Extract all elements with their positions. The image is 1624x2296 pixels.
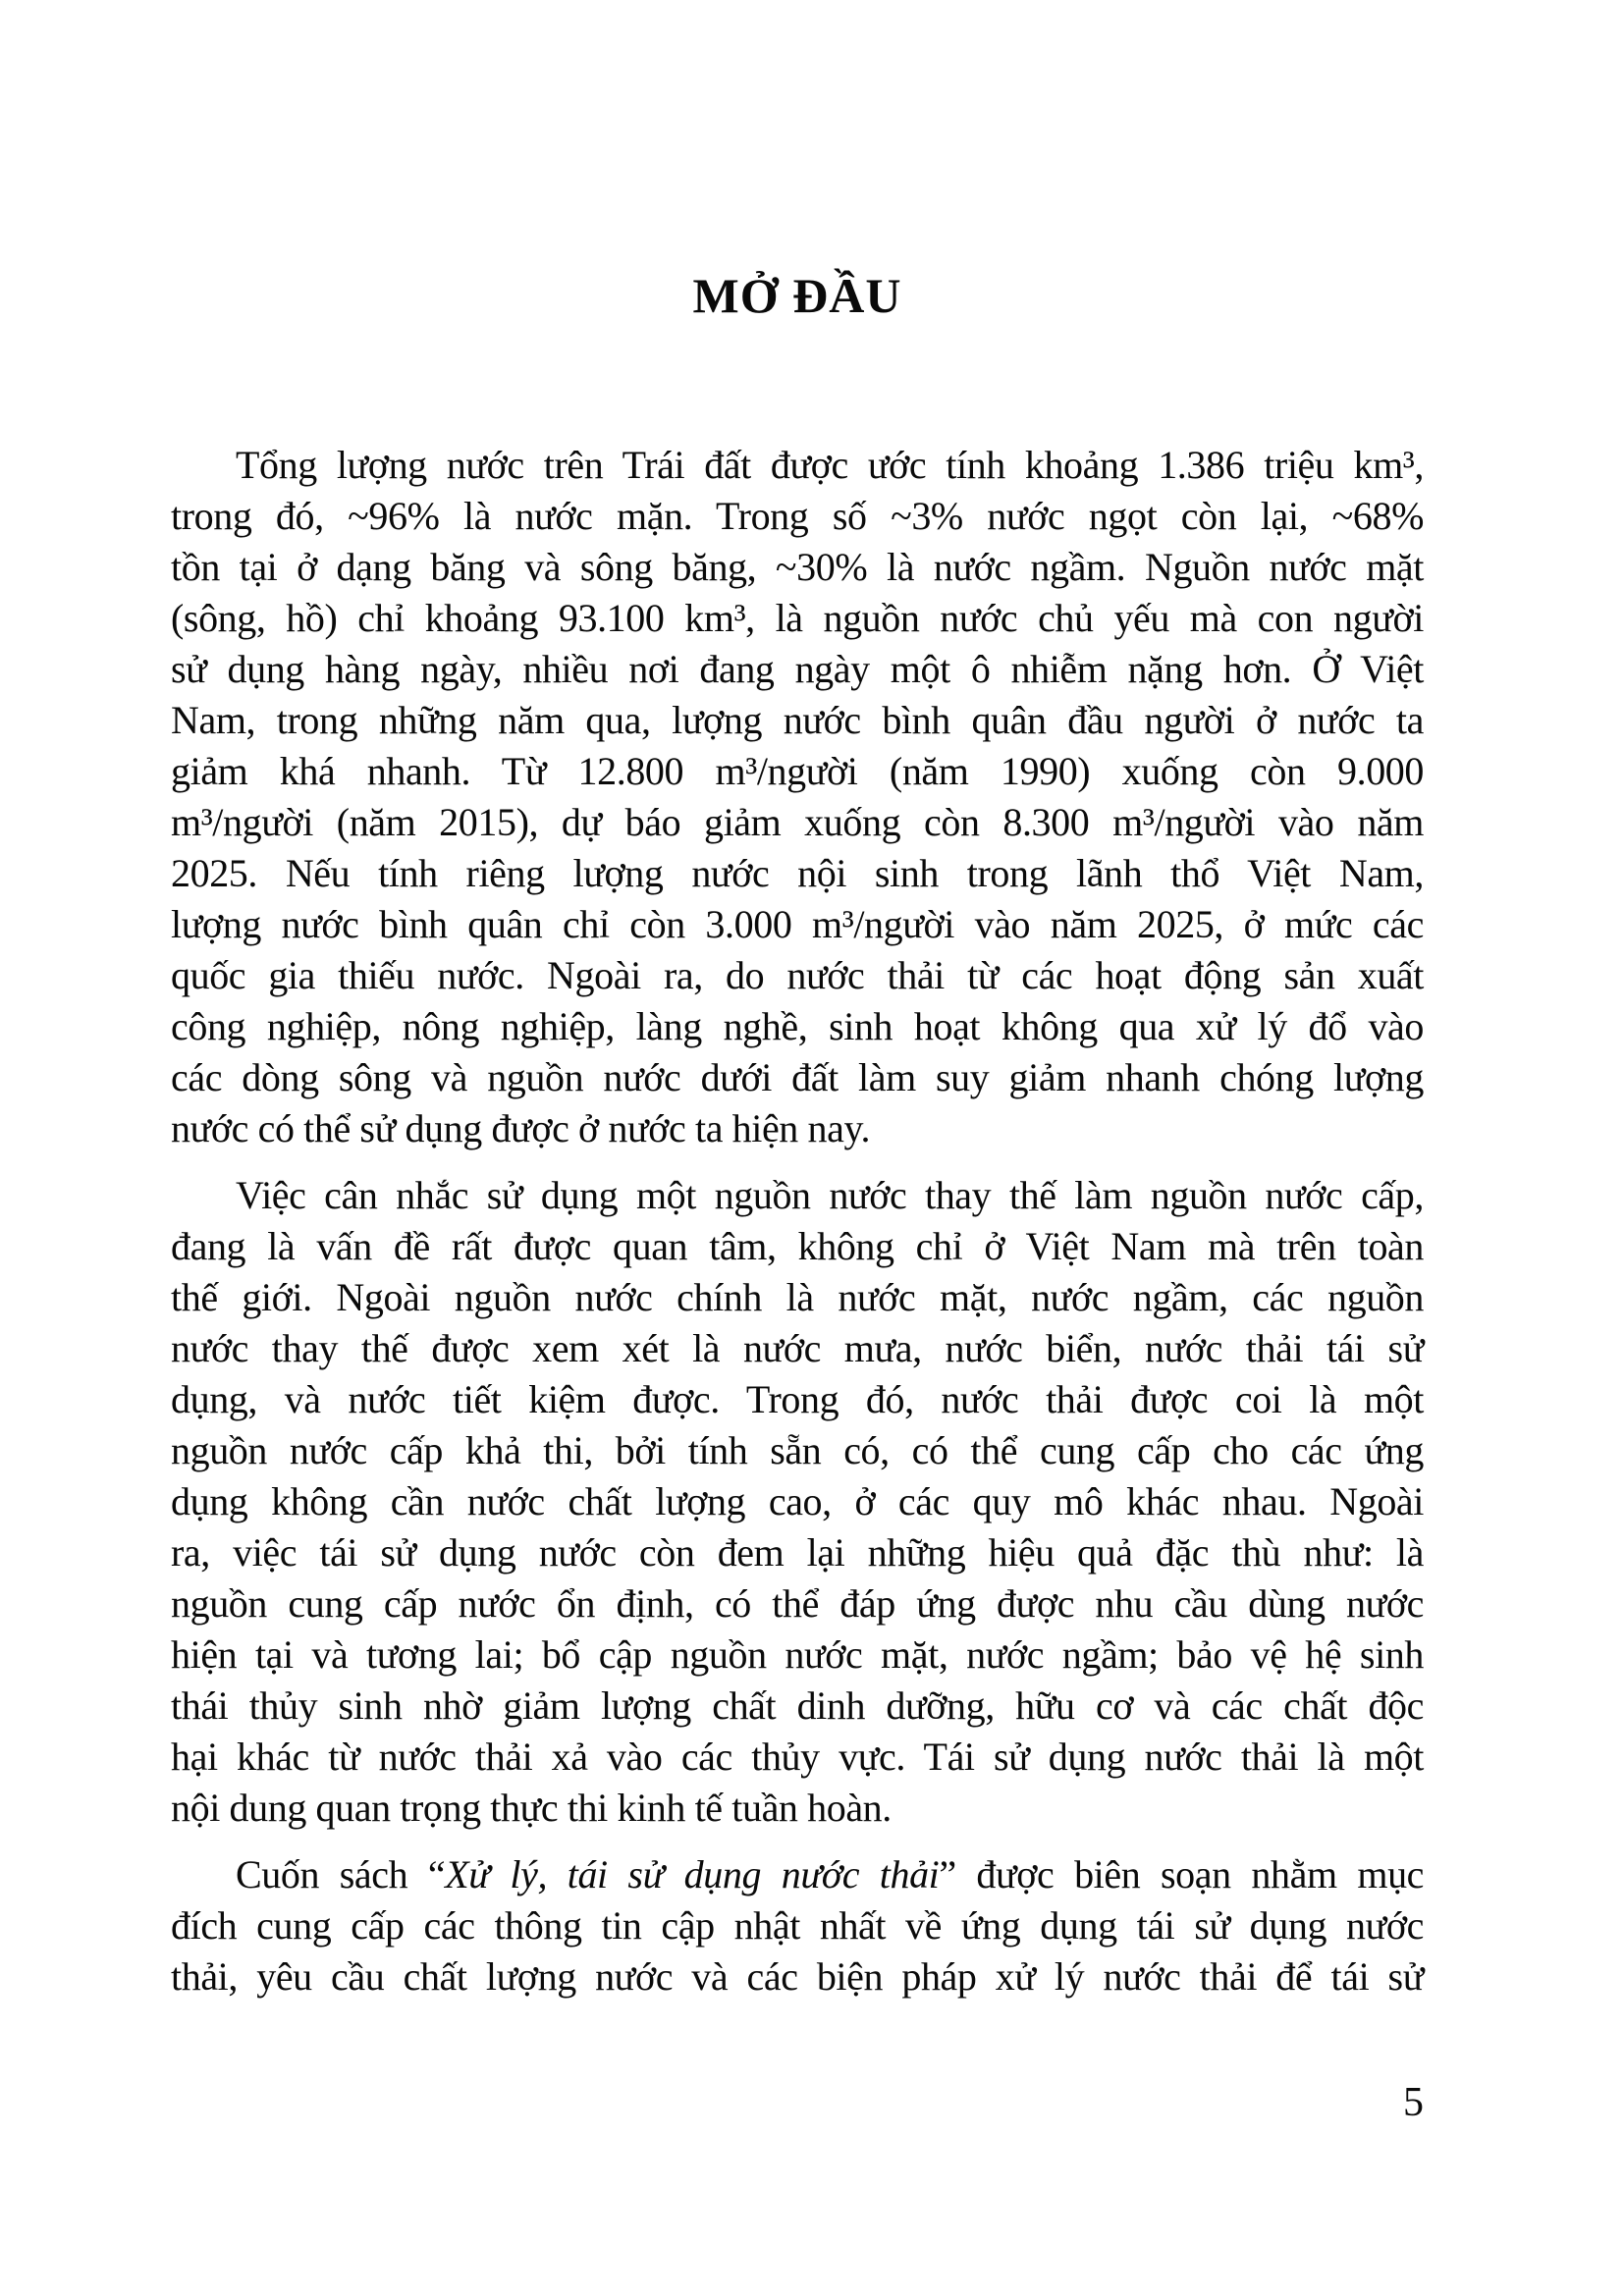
text-line: các dòng sông và nguồn nước dưới đất làm suy giảm nhanh chóng lượng [171, 1055, 1424, 1099]
text-line: nội dung quan trọng thực thi kinh tế tuần hoàn. [171, 1786, 892, 1830]
text-line: (sông, hồ) chỉ khoảng 93.100 km³, là nguồn nước chủ yếu mà con người [171, 596, 1424, 640]
text-line: Nam, trong những năm qua, lượng nước bình quân đầu người ở nước ta [171, 698, 1424, 742]
paragraph-1 [171, 440, 1424, 1154]
text-line: 2025. Nếu tính riêng lượng nước nội sinh trong lãnh thổ Việt Nam, [171, 851, 1424, 895]
text-line: quốc gia thiếu nước. Ngoài ra, do nước thải từ các hoạt động sản xuất [171, 953, 1424, 997]
text-line: Việc cân nhắc sử dụng một nguồn nước thay thế làm nguồn nước cấp, [236, 1173, 1424, 1217]
text-line: giảm khá nhanh. Từ 12.800 m³/người (năm 1990) xuống còn 9.000 [171, 749, 1424, 793]
book-title-italic: Xử lý, tái sử dụng nước thải [445, 1852, 940, 1896]
text-line: tồn tại ở dạng băng và sông băng, ~30% là nước ngầm. Nguồn nước mặt [171, 545, 1424, 589]
text-line: trong đó, ~96% là nước mặn. Trong số ~3% nước ngọt còn lại, ~68% [171, 494, 1424, 538]
text-line: lượng nước bình quân chỉ còn 3.000 m³/người vào năm 2025, ở mức các [171, 902, 1424, 946]
text-line: Tổng lượng nước trên Trái đất được ước tính khoảng 1.386 triệu km³, [236, 443, 1424, 487]
text-line: nguồn nước cấp khả thi, bởi tính sẵn có, có thể cung cấp cho các ứng [171, 1428, 1424, 1472]
text-line: hiện tại và tương lai; bổ cập nguồn nước mặt, nước ngầm; bảo vệ hệ sinh [171, 1632, 1424, 1677]
paragraph-2 [171, 1170, 1424, 1834]
text-line: công nghiệp, nông nghiệp, làng nghề, sinh hoạt không qua xử lý đổ vào [171, 1004, 1424, 1048]
text-line: nước thay thế được xem xét là nước mưa, nước biển, nước thải tái sử [171, 1326, 1424, 1370]
text-line: đích cung cấp các thông tin cập nhật nhất về ứng dụng tái sử dụng nước [171, 1903, 1424, 1948]
text-line [171, 1849, 1424, 1900]
text-line: thái thủy sinh nhờ giảm lượng chất dinh dưỡng, hữu cơ và các chất độc [171, 1683, 1424, 1728]
text-segment: Cuốn sách “ [236, 1852, 446, 1896]
page-title: MỞ ĐẦU [692, 268, 902, 323]
paragraph-3 [171, 1849, 1424, 2002]
text-line: m³/người (năm 2015), dự báo giảm xuống còn 8.300 m³/người vào năm [171, 800, 1424, 844]
text-line: dụng không cần nước chất lượng cao, ở các quy mô khác nhau. Ngoài [171, 1479, 1424, 1523]
text-line: nước có thể sử dụng được ở nước ta hiện nay. [171, 1106, 871, 1150]
text-line: ra, việc tái sử dụng nước còn đem lại những hiệu quả đặc thù như: là [171, 1530, 1424, 1575]
text-line: sử dụng hàng ngày, nhiều nơi đang ngày một ô nhiễm nặng hơn. Ở Việt [171, 647, 1424, 691]
text-line: đang là vấn đề rất được quan tâm, không chỉ ở Việt Nam mà trên toàn [171, 1224, 1424, 1268]
text-line: nguồn cung cấp nước ổn định, có thể đáp ứng được nhu cầu dùng nước [171, 1581, 1424, 1626]
page-number: 5 [1403, 2080, 1424, 2125]
body-text [171, 440, 1424, 2002]
text-line: thải, yêu cầu chất lượng nước và các biện pháp xử lý nước thải để tái sử [171, 1954, 1424, 1999]
text-line: thế giới. Ngoài nguồn nước chính là nước mặt, nước ngầm, các nguồn [171, 1275, 1424, 1319]
text-line: hại khác từ nước thải xả vào các thủy vực. Tái sử dụng nước thải là một [171, 1735, 1424, 1779]
text-segment: ” được biên soạn nhằm mục [939, 1852, 1425, 1896]
text-line: dụng, và nước tiết kiệm được. Trong đó, nước thải được coi là một [171, 1377, 1424, 1421]
